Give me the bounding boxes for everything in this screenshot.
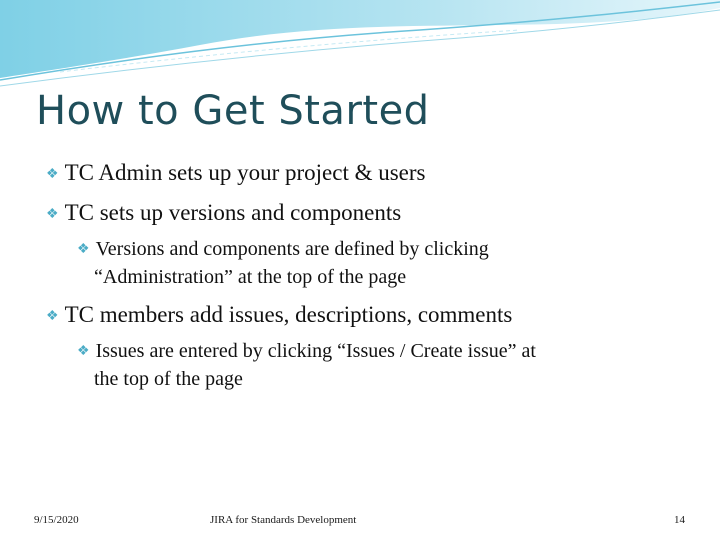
sub-bullet-text: Versions and components are defined by clicking [95, 238, 489, 260]
bullet-text: TC sets up versions and components [64, 200, 402, 225]
bullet-icon: ❖ [46, 309, 59, 324]
bullet-item [46, 160, 426, 186]
bullet-icon: ❖ [77, 344, 90, 359]
header-wave-decoration [0, 0, 720, 90]
slide-title: How to Get Started [36, 88, 430, 134]
sub-bullet-continuation: “Administration” at the top of the page [94, 266, 407, 288]
footer-date: 9/15/2020 [34, 514, 79, 526]
bullet-item [46, 200, 401, 226]
bullet-icon: ❖ [46, 207, 59, 222]
bullet-text: TC members add issues, descriptions, comments [64, 302, 513, 327]
sub-bullet-text: Issues are entered by clicking “Issues / Create issue” at [95, 340, 536, 362]
bullet-text: TC Admin sets up your project & users [64, 160, 426, 185]
bullet-icon: ❖ [77, 242, 90, 257]
page-number: 14 [674, 514, 685, 526]
bullet-item [46, 302, 512, 328]
bullet-icon: ❖ [46, 167, 59, 182]
sub-bullet-item [77, 340, 536, 363]
footer-title: JIRA for Standards Development [210, 514, 357, 526]
sub-bullet-item [77, 238, 489, 261]
sub-bullet-continuation: the top of the page [94, 368, 243, 390]
